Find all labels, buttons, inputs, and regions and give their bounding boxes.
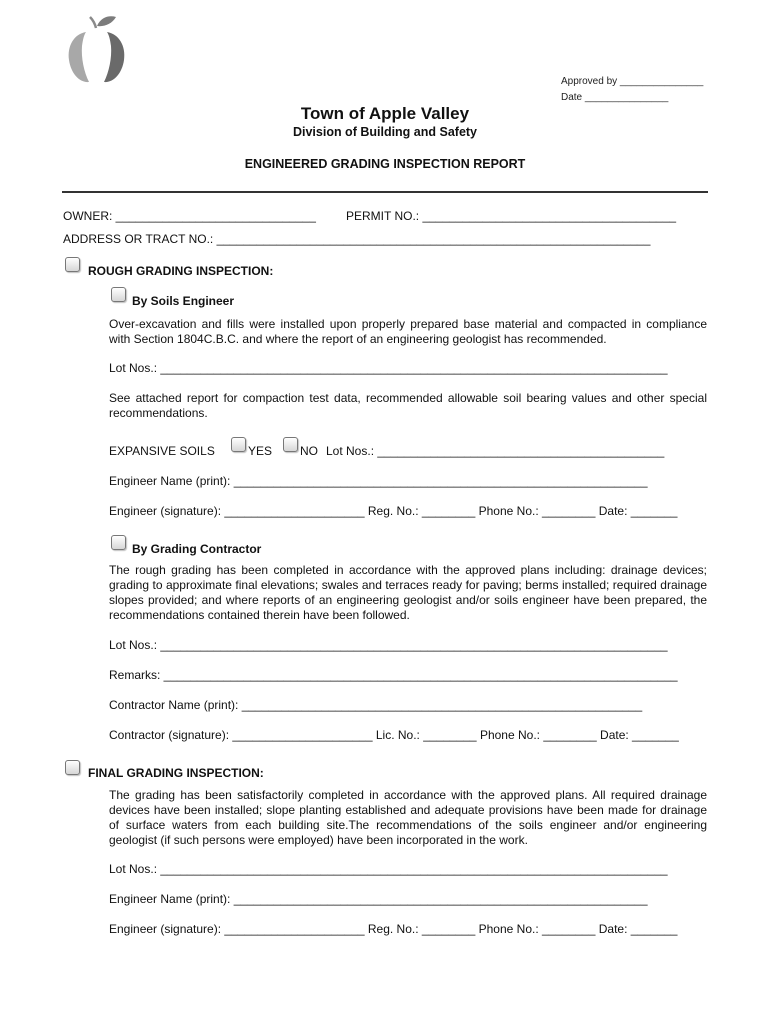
- soils-paragraph-2: See attached report for compaction test data, recommended allowable soil bearing values and other special recommendations.: [109, 391, 707, 420]
- final-engineer-signature-field[interactable]: Engineer (signature): _____________________ Reg. No.: ________ Phone No.: ________ Date: _______: [109, 922, 678, 936]
- rough-grading-checkbox[interactable]: [65, 257, 80, 272]
- rough-grading-heading: ROUGH GRADING INSPECTION:: [88, 264, 274, 278]
- permit-field[interactable]: PERMIT NO.: ______________________________________: [346, 209, 677, 223]
- expansive-lot-field[interactable]: Lot Nos.: ___________________________________________: [326, 444, 665, 458]
- apple-logo-icon: [62, 14, 132, 86]
- contractor-signature-field[interactable]: Contractor (signature): _____________________ Lic. No.: ________ Phone No.: ________ Date: _______: [109, 728, 679, 742]
- soils-engineer-heading: By Soils Engineer: [132, 294, 235, 308]
- expansive-yes-checkbox[interactable]: [231, 437, 246, 452]
- town-title: Town of Apple Valley: [300, 104, 470, 123]
- expansive-no-label: NO: [300, 444, 318, 458]
- contractor-lot-field[interactable]: Lot Nos.: ____________________________________________________________________________: [109, 638, 668, 652]
- soils-paragraph-1: Over-excavation and fills were installed upon properly prepared base material and compacted in compliance with Section 1804C.B.C. and where the report of an engineering geologist has recommended.: [109, 317, 707, 346]
- grading-contractor-heading: By Grading Contractor: [132, 542, 262, 556]
- final-grading-heading: FINAL GRADING INSPECTION:: [88, 766, 264, 780]
- contractor-name-field[interactable]: Contractor Name (print): ____________________________________________________________: [109, 698, 643, 712]
- final-engineer-name-field[interactable]: Engineer Name (print): ______________________________________________________________: [109, 892, 648, 906]
- contractor-remarks-field[interactable]: Remarks: _____________________________________________________________________________: [109, 668, 678, 682]
- soils-engineer-name-field[interactable]: Engineer Name (print): ______________________________________________________________: [109, 474, 648, 488]
- grading-contractor-checkbox[interactable]: [111, 535, 126, 550]
- final-paragraph: The grading has been satisfactorily completed in accordance with the approved plans. All required drainage devices have been installed; slope planting established and adequate provisions have been made for drainage of surface waters from each building site.The recommendations of the soils engineer and/or engineering geologist (if such persons were employed) have been incorporated in the work.: [109, 788, 707, 847]
- expansive-yes-label: YES: [248, 444, 273, 458]
- soils-lot-field[interactable]: Lot Nos.: ____________________________________________________________________________: [109, 361, 668, 375]
- final-lot-field[interactable]: Lot Nos.: ____________________________________________________________________________: [109, 862, 668, 876]
- soils-engineer-signature-field[interactable]: Engineer (signature): _____________________ Reg. No.: ________ Phone No.: ________ Date: _______: [109, 504, 678, 518]
- approval-date-field[interactable]: Date _______________: [561, 92, 669, 103]
- soils-engineer-checkbox[interactable]: [111, 287, 126, 302]
- contractor-paragraph: The rough grading has been completed in accordance with the approved plans including: drainage devices; grading to approximate final elevations; swales and terraces ready for paving; berms installed; required drainage slopes provided; and where reports of an engineering geologist and/or soils engineer have been prepared, the recommendations contained therein have been followed.: [109, 563, 707, 622]
- report-title: ENGINEERED GRADING INSPECTION REPORT: [244, 157, 526, 171]
- expansive-no-checkbox[interactable]: [283, 437, 298, 452]
- header-divider: [62, 191, 708, 193]
- approved-by-field[interactable]: Approved by _______________: [561, 76, 704, 87]
- final-grading-checkbox[interactable]: [65, 760, 80, 775]
- owner-field[interactable]: OWNER: ______________________________: [63, 209, 316, 223]
- division-title: Division of Building and Safety: [292, 125, 478, 139]
- address-field[interactable]: ADDRESS OR TRACT NO.: _________________________________________________________________: [63, 232, 651, 246]
- expansive-soils-label: EXPANSIVE SOILS: [109, 444, 215, 458]
